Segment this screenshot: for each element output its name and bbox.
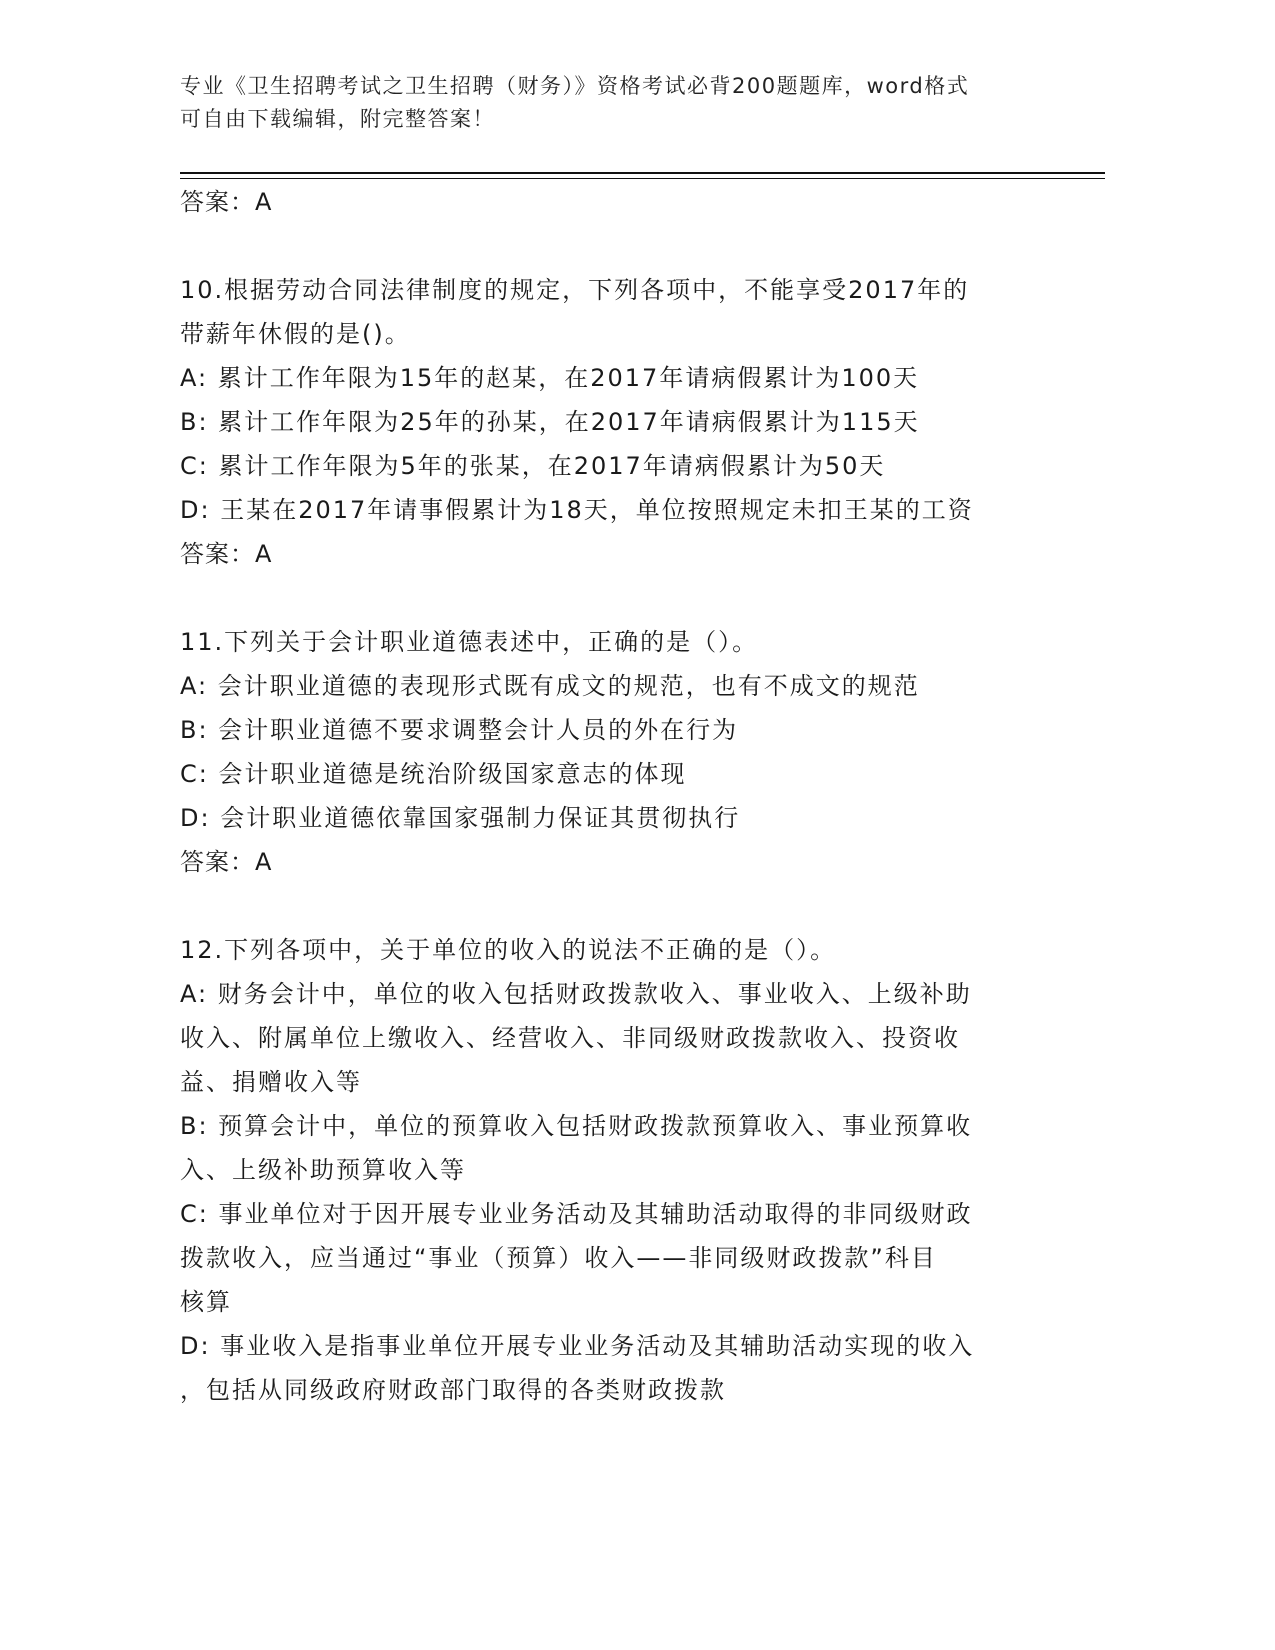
question-block xyxy=(180,620,1040,884)
page-header xyxy=(180,70,1040,136)
question-list xyxy=(180,180,1040,1412)
option-b: B: 预算会计中，单位的预算收入包括财政拨款预算收入、事业预算收 xyxy=(180,1112,973,1140)
option-d: D: 会计职业道德依靠国家强制力保证其贯彻执行 xyxy=(180,804,741,832)
answer-line: 答案：A xyxy=(180,188,273,216)
option-c: C: 会计职业道德是统治阶级国家意志的体现 xyxy=(180,760,687,788)
option-b: B: 会计职业道德不要求调整会计人员的外在行为 xyxy=(180,716,739,744)
option-b: B: 累计工作年限为25年的孙某，在2017年请病假累计为115天 xyxy=(180,408,920,436)
question-block xyxy=(180,268,1040,576)
header-line-1: 专业《卫生招聘考试之卫生招聘（财务）》资格考试必背200题题库，word格式 xyxy=(180,74,970,98)
option-a: A: 财务会计中，单位的收入包括财政拨款收入、事业收入、上级补助 xyxy=(180,980,972,1008)
option-c: C: 事业单位对于因开展专业业务活动及其辅助活动取得的非同级财政 xyxy=(180,1200,973,1228)
question-stem: 11.下列关于会计职业道德表述中，正确的是（）。 xyxy=(180,628,759,656)
question-stem: 带薪年休假的是()。 xyxy=(180,320,411,348)
option-d: D: 王某在2017年请事假累计为18天，单位按照规定未扣王某的工资 xyxy=(180,496,974,524)
answer-line: 答案：A xyxy=(180,848,273,876)
option-a-cont: 益、捐赠收入等 xyxy=(180,1068,362,1096)
question-block xyxy=(180,928,1040,1412)
header-line-2: 可自由下载编辑，附完整答案！ xyxy=(180,107,495,131)
option-a: A: 会计职业道德的表现形式既有成文的规范，也有不成文的规范 xyxy=(180,672,920,700)
option-d-cont: ，包括从同级政府财政部门取得的各类财政拨款 xyxy=(180,1376,726,1404)
option-c-cont: 核算 xyxy=(180,1288,232,1316)
option-c-cont: 拨款收入，应当通过“事业（预算）收入——非同级财政拨款”科目 xyxy=(180,1244,937,1272)
option-c: C: 累计工作年限为5年的张某，在2017年请病假累计为50天 xyxy=(180,452,886,480)
question-stem: 10.根据劳动合同法律制度的规定，下列各项中，不能享受2017年的 xyxy=(180,276,970,304)
option-d: D: 事业收入是指事业单位开展专业业务活动及其辅助活动实现的收入 xyxy=(180,1332,975,1360)
answer-line: 答案：A xyxy=(180,540,273,568)
header-rule-thin xyxy=(180,178,1105,179)
header-rule xyxy=(180,172,1105,174)
question-stem: 12.下列各项中，关于单位的收入的说法不正确的是（）。 xyxy=(180,936,837,964)
option-b-cont: 入、上级补助预算收入等 xyxy=(180,1156,466,1184)
option-a-cont: 收入、附属单位上缴收入、经营收入、非同级财政拨款收入、投资收 xyxy=(180,1024,960,1052)
option-a: A: 累计工作年限为15年的赵某，在2017年请病假累计为100天 xyxy=(180,364,920,392)
